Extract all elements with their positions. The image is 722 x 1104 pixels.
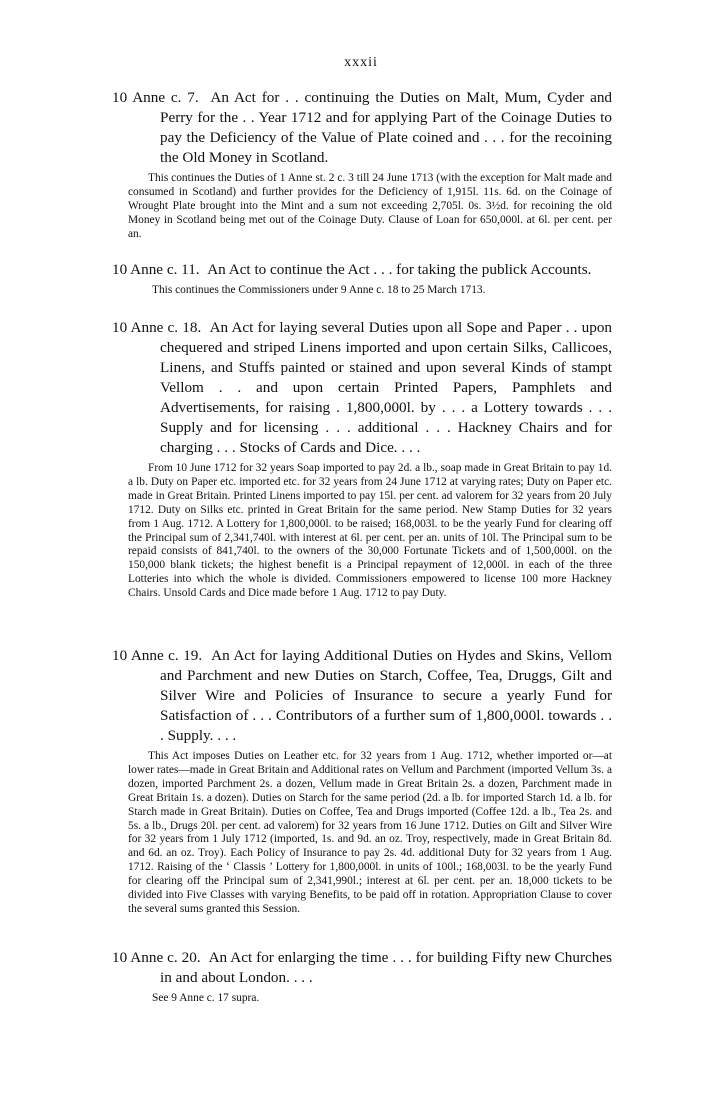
- page-number: xxxii: [344, 55, 378, 70]
- act-entry-c11: [112, 260, 612, 298]
- act-title: An Act to continue the Act . . . for taking the publick Accounts.: [207, 261, 592, 278]
- act-note: This continues the Duties of 1 Anne st. 2 c. 3 till 24 June 1713 (with the exception for Malt made and consumed in Scotland) and further provides for the Deficiency of 1,915l. 11s. 6d. on the Coinage of Wrought Plate brought into the Mint and a sum not exceeding 2,705l. 0s. 3½d. for recoining the old Money in Scotland being met out of the Coinage Duty. Clause of Loan for 650,000l. at 6l. per cent. per an.: [128, 172, 612, 240]
- act-title: An Act for laying several Duties upon all Sope and Paper . . upon chequered and striped Linens imported and upon certain Silks, Callicoes, Linens, and Stuffs painted or stained and upon several Kinds of stampt Vellom . . and upon certain Printed Papers, Pamphlets and Advertisements, for raising . 1,800,000l. by . . . a Lottery towards . . . Supply and for licensing . . . additional . . . Hackney Chairs and for charging . . . Stocks of Cards and Dice. . . .: [160, 319, 613, 456]
- act-note: See 9 Anne c. 17 supra.: [152, 992, 260, 1004]
- act-note: This Act imposes Duties on Leather etc. for 32 years from 1 Aug. 1712, whether imported or—at lower rates—made in Great Britain and Additional rates on Vellum and Parchment (imported Vellum 3s. a dozen, imported Parchment 2s. a dozen, Vellum made in Great Britain 2s. a dozen, Parchment made in Great Britain 1s. a dozen). Duties on Starch for the same period (2d. a lb. for imported Starch 1d. a lb. for Starch made in Great Britain). Duties on Coffee, Tea and Drugs imported (Coffee 12d. a lb., Tea 2s. and 5s. a lb., Drugs 20l. per cent. ad valorem) for 32 years from 16 June 1712. Duties on Gilt and Silver Wire for 32 years from 1 July 1712 (imported, 1s. and 9d. an oz. Troy, respectively, made in Great Britain 8d. and 6d. an oz. Troy). Each Policy of Insurance to pay 2s. 4d. additional Duty for 32 years from 1 Aug. 1712. Raising of the ‘ Classis ’ Lottery for 1,800,000l. in units of 100l.; 168,003l. to be the yearly Fund for clearing off the Principal sum of 2,341,990l.; interest at 6l. per cent. per an. 18,000 tickets to be divided into Five Classes with varying Benefits, to be paid off in rotation. Appropriation Clause to cover the several sums granted this Session.: [128, 750, 612, 915]
- act-title: An Act for enlarging the time . . . for building Fifty new Churches in and about London. . . .: [160, 949, 612, 986]
- act-entry-c20: [112, 948, 612, 1006]
- act-reference: 10 Anne c. 19.: [112, 647, 203, 664]
- act-title: An Act for laying Additional Duties on Hydes and Skins, Vellom and Parchment and new Duties on Starch, Coffee, Tea, Druggs, Gilt and Silver Wire and Policies of Insurance to secure a yearly Fund for Satisfaction of . . . Contributors of a further sum of 1,800,000l. towards . . . Supply. . . .: [160, 647, 612, 744]
- act-entry-c7: [112, 88, 612, 242]
- act-note: From 10 June 1712 for 32 years Soap imported to pay 2d. a lb., soap made in Great Britain to pay 1d. a lb. Duty on Paper etc. imported etc. for 32 years from 24 June 1712 at varying rates; Duty on Paper etc. made in Great Britain. Printed Linens imported to pay 15l. per cent. ad valorem for 32 years from 20 July 1712. Duty on Silks etc. printed in Great Britain for the same period. New Stamp Duties for 32 years from 1 Aug. 1712. A Lottery for 1,800,000l. to be raised; 168,003l. to be the yearly Fund for clearing off the Principal sum of 2,341,740l. with interest at 6l. per cent. per an. units of 10l. The Principal sum to be repaid consists of 841,740l. to the owners of the 30,000 Fortunate Tickets and of 1,500,000l. on the 150,000 blank tickets; the highest benefit is a Principal repayment of 12,000l. in each of the three Lotteries into which the whole is divided. Commissioners empowered to license 100 more Hackney Chairs. Unsold Cards and Dice made before 1 Aug. 1712 to pay Duty.: [128, 462, 612, 600]
- act-reference: 10 Anne c. 11.: [112, 261, 200, 278]
- act-entry-c19: [112, 646, 612, 917]
- act-reference: 10 Anne c. 18.: [112, 319, 202, 336]
- act-reference: 10 Anne c. 7.: [112, 89, 199, 106]
- act-note: This continues the Commissioners under 9 Anne c. 18 to 25 March 1713.: [152, 284, 486, 296]
- act-reference: 10 Anne c. 20.: [112, 949, 201, 966]
- act-entry-c18: [112, 318, 612, 601]
- act-title: An Act for . . continuing the Duties on Malt, Mum, Cyder and Perry for the . . Year 1712 and for applying Part of the Coinage Duties to pay the Deficiency of the Value of Plate coined and . . . for the recoining the Old Money in Scotland.: [160, 89, 613, 166]
